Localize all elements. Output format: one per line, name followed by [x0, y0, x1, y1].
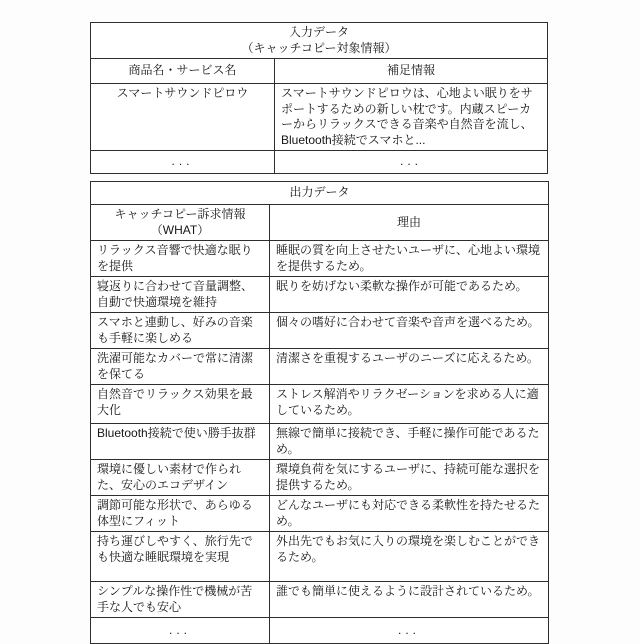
output-data-table [90, 181, 549, 644]
table-row [91, 59, 548, 84]
input-table-title-line2: （キャッチコピー対象情報） [241, 40, 397, 55]
what-cell: 自然音でリラックス効果を最大化 [91, 385, 270, 424]
reason-cell: 誰でも簡単に使えるように設計されているため。 [270, 582, 549, 618]
table-row [91, 277, 549, 313]
table-row [91, 496, 549, 532]
table-row [91, 460, 549, 496]
reason-cell: ストレス解消やリラクゼーションを求める人に適しているため。 [270, 385, 549, 424]
reason-cell: 無線で簡単に接続でき、手軽に操作可能であるため。 [270, 424, 549, 460]
what-cell: Bluetooth接続で使い勝手抜群 [91, 424, 270, 460]
input-table-title [91, 23, 548, 59]
col-header-product-name: 商品名・サービス名 [91, 59, 275, 84]
what-cell: 調節可能な形状で、あらゆる体型にフィット [91, 496, 270, 532]
product-name-cell: スマートサウンドピロウ [91, 84, 275, 151]
what-cell: リラックス音響で快適な眠りを提供 [91, 241, 270, 277]
table-row [91, 582, 549, 618]
what-cell: 寝返りに合わせて音量調整、自動で快適環境を維持 [91, 277, 270, 313]
what-cell: シンプルな操作性で機械が苦手な人でも安心 [91, 582, 270, 618]
ellipsis-cell: ... [270, 618, 549, 644]
table-row [91, 182, 549, 205]
ellipsis-cell: ... [275, 151, 548, 174]
reason-cell: 睡眠の質を向上させたいユーザに、心地よい環境を提供するため。 [270, 241, 549, 277]
reason-cell: 清潔さを重視するユーザのニーズに応えるため。 [270, 349, 549, 385]
col-header-reason: 理由 [270, 205, 549, 241]
col-header-what [91, 205, 270, 241]
reason-cell: 環境負荷を気にするユーザに、持続可能な選択を提供するため。 [270, 460, 549, 496]
input-table-title-line1: 入力データ [288, 25, 349, 39]
table-row [91, 313, 549, 349]
table-row [91, 23, 548, 59]
table-row [91, 151, 548, 174]
reason-cell: どんなユーザにも対応できる柔軟性を持たせるため。 [270, 496, 549, 532]
col-header-supplementary-info: 補足情報 [275, 59, 548, 84]
table-row [91, 84, 548, 151]
table-row [91, 385, 549, 424]
table-row [91, 424, 549, 460]
document-page [90, 22, 549, 644]
col-header-what-line1: キャッチコピー訴求情報 [114, 207, 246, 221]
ellipsis-cell: ... [91, 151, 275, 174]
what-cell: スマホと連動し、好みの音楽も手軽に楽しめる [91, 313, 270, 349]
what-cell: 持ち運びしやすく、旅行先でも快適な睡眠環境を実現 [91, 532, 270, 582]
table-row [91, 205, 549, 241]
table-row [91, 532, 549, 582]
output-table-title: 出力データ [91, 182, 549, 205]
table-row [91, 241, 549, 277]
ellipsis-cell: ... [91, 618, 270, 644]
col-header-what-line2: （WHAT） [150, 222, 210, 237]
table-row [91, 349, 549, 385]
what-cell: 洗濯可能なカバーで常に清潔を保てる [91, 349, 270, 385]
product-info-cell: スマートサウンドピロウは、心地よい眠りをサポートするための新しい枕です。内蔵スピーカーからリラックスできる音楽や自然音を流し、Bluetooth接続でスマホと... [275, 84, 548, 151]
input-data-table [90, 22, 548, 174]
reason-cell: 外出先でもお気に入りの環境を楽しむことができるため。 [270, 532, 549, 582]
reason-cell: 個々の嗜好に合わせて音楽や音声を選べるため。 [270, 313, 549, 349]
reason-cell: 眠りを妨げない柔軟な操作が可能であるため。 [270, 277, 549, 313]
what-cell: 環境に優しい素材で作られた、安心のエコデザイン [91, 460, 270, 496]
